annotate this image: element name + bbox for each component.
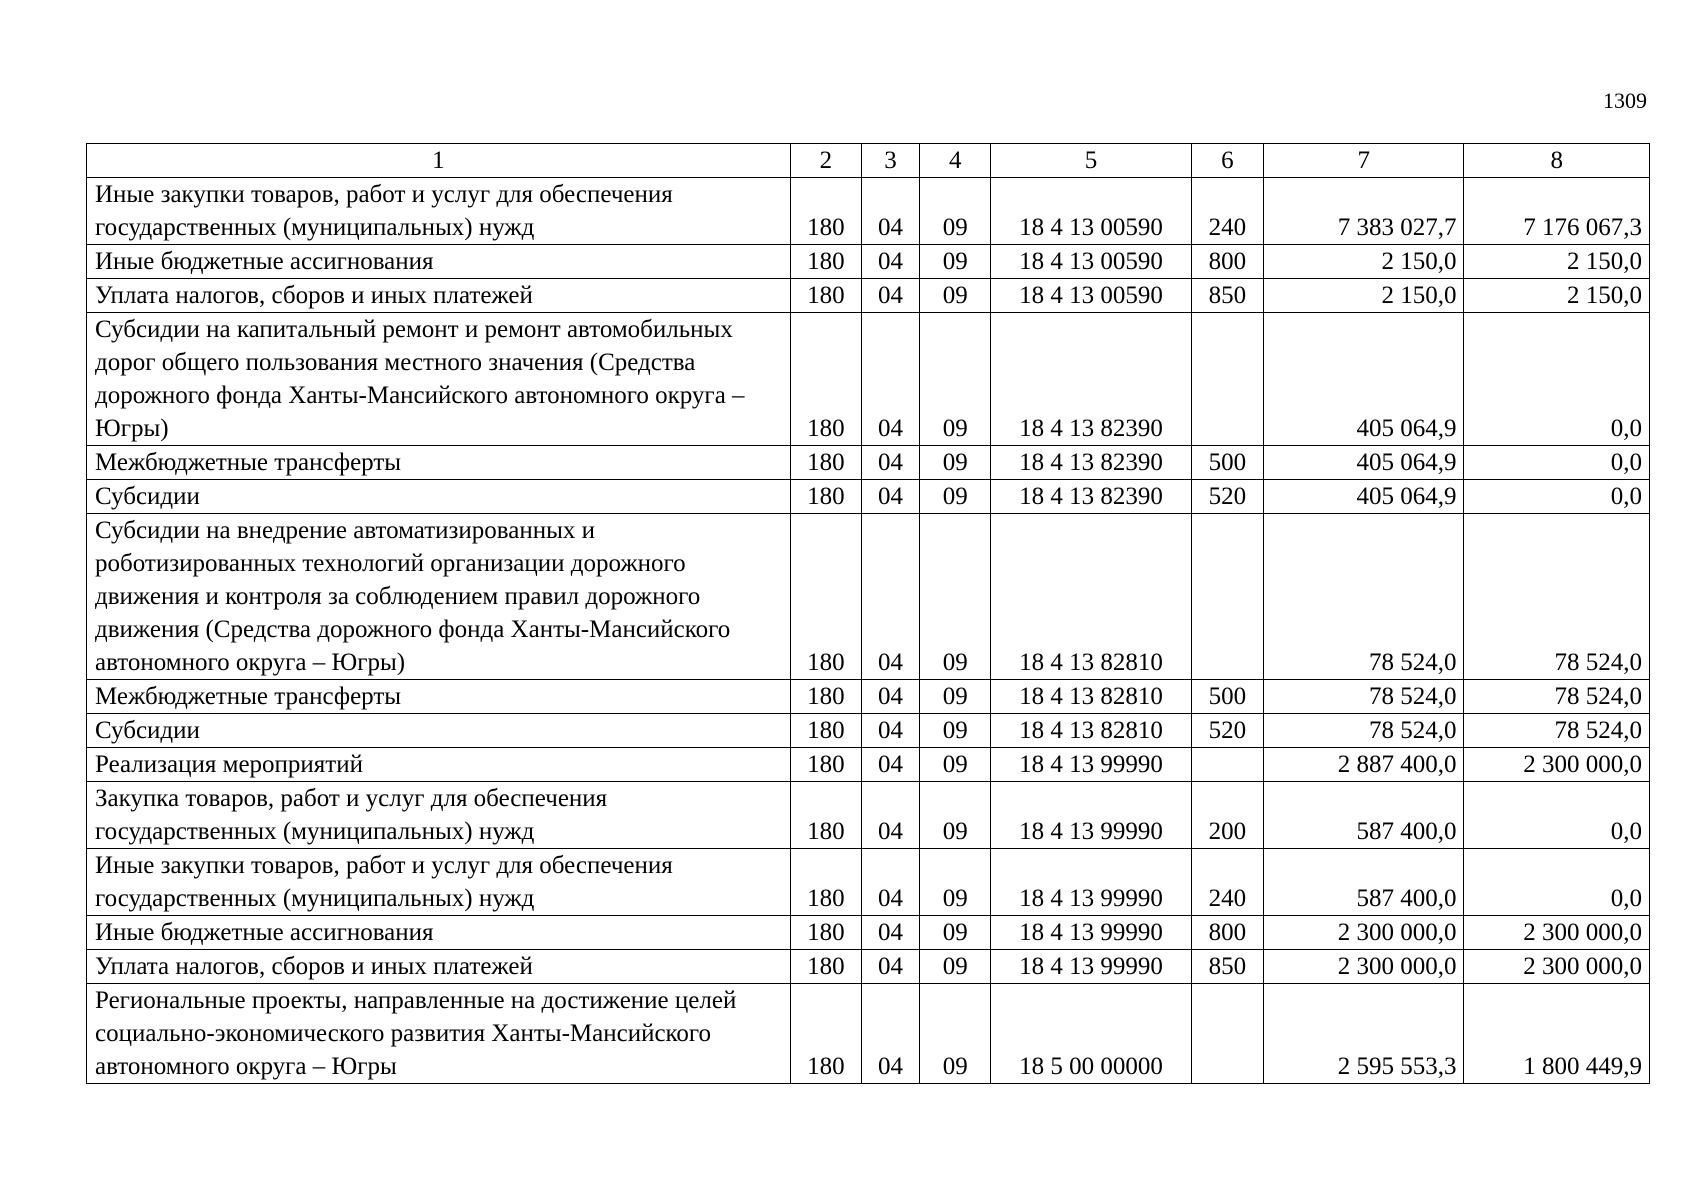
amount-col8-cell: 0,0 bbox=[1464, 782, 1650, 849]
amount-col7-cell: 405 064,9 bbox=[1263, 480, 1464, 514]
table-row bbox=[87, 984, 1650, 1084]
expense-type-cell: 850 bbox=[1191, 950, 1263, 984]
target-article-cell: 18 4 13 99990 bbox=[991, 950, 1192, 984]
amount-col7-cell: 2 887 400,0 bbox=[1263, 748, 1464, 782]
header-cell-2: 2 bbox=[790, 144, 861, 178]
amount-col8-cell: 2 150,0 bbox=[1464, 279, 1650, 313]
subsection-code-cell: 09 bbox=[920, 782, 991, 849]
section-code-cell: 04 bbox=[861, 480, 919, 514]
section-code-cell: 04 bbox=[861, 178, 919, 245]
target-article-cell: 18 4 13 99990 bbox=[991, 849, 1192, 916]
expense-type-cell bbox=[1191, 313, 1263, 446]
amount-col8-cell: 2 300 000,0 bbox=[1464, 748, 1650, 782]
admin-code-cell: 180 bbox=[790, 279, 861, 313]
subsection-code-cell: 09 bbox=[920, 680, 991, 714]
page-number: 1309 bbox=[1603, 88, 1647, 113]
subsection-code-cell: 09 bbox=[920, 480, 991, 514]
subsection-code-cell: 09 bbox=[920, 714, 991, 748]
section-code-cell: 04 bbox=[861, 916, 919, 950]
header-cell-6: 6 bbox=[1191, 144, 1263, 178]
target-article-cell: 18 4 13 00590 bbox=[991, 178, 1192, 245]
table-row bbox=[87, 950, 1650, 984]
row-name-cell: Уплата налогов, сборов и иных платежей bbox=[87, 279, 791, 313]
row-name-cell: Межбюджетные трансферты bbox=[87, 680, 791, 714]
amount-col8-cell: 0,0 bbox=[1464, 446, 1650, 480]
section-code-cell: 04 bbox=[861, 782, 919, 849]
header-cell-7: 7 bbox=[1263, 144, 1464, 178]
expense-type-cell bbox=[1191, 748, 1263, 782]
expense-type-cell bbox=[1191, 984, 1263, 1084]
table-row bbox=[87, 680, 1650, 714]
amount-col7-cell: 2 300 000,0 bbox=[1263, 916, 1464, 950]
subsection-code-cell: 09 bbox=[920, 849, 991, 916]
section-code-cell: 04 bbox=[861, 279, 919, 313]
amount-col8-cell: 2 300 000,0 bbox=[1464, 916, 1650, 950]
header-cell-8: 8 bbox=[1464, 144, 1650, 178]
row-name-cell: Межбюджетные трансферты bbox=[87, 446, 791, 480]
table-row bbox=[87, 714, 1650, 748]
row-name-cell: Субсидии bbox=[87, 714, 791, 748]
amount-col8-cell: 1 800 449,9 bbox=[1464, 984, 1650, 1084]
amount-col7-cell: 587 400,0 bbox=[1263, 782, 1464, 849]
target-article-cell: 18 4 13 82390 bbox=[991, 313, 1192, 446]
amount-col8-cell: 78 524,0 bbox=[1464, 514, 1650, 680]
subsection-code-cell: 09 bbox=[920, 446, 991, 480]
target-article-cell: 18 4 13 82810 bbox=[991, 680, 1192, 714]
expense-type-cell: 240 bbox=[1191, 849, 1263, 916]
subsection-code-cell: 09 bbox=[920, 245, 991, 279]
amount-col7-cell: 587 400,0 bbox=[1263, 849, 1464, 916]
expense-type-cell: 520 bbox=[1191, 714, 1263, 748]
expense-type-cell: 800 bbox=[1191, 916, 1263, 950]
admin-code-cell: 180 bbox=[790, 984, 861, 1084]
admin-code-cell: 180 bbox=[790, 245, 861, 279]
table-header-row bbox=[87, 144, 1650, 178]
amount-col7-cell: 78 524,0 bbox=[1263, 680, 1464, 714]
amount-col7-cell: 7 383 027,7 bbox=[1263, 178, 1464, 245]
amount-col7-cell: 2 150,0 bbox=[1263, 279, 1464, 313]
target-article-cell: 18 4 13 82810 bbox=[991, 714, 1192, 748]
target-article-cell: 18 4 13 82810 bbox=[991, 514, 1192, 680]
table-row bbox=[87, 245, 1650, 279]
header-cell-5: 5 bbox=[991, 144, 1192, 178]
row-name-cell: Иные бюджетные ассигнования bbox=[87, 916, 791, 950]
subsection-code-cell: 09 bbox=[920, 984, 991, 1084]
subsection-code-cell: 09 bbox=[920, 313, 991, 446]
budget-table bbox=[86, 143, 1650, 1084]
section-code-cell: 04 bbox=[861, 245, 919, 279]
header-cell-1: 1 bbox=[87, 144, 791, 178]
admin-code-cell: 180 bbox=[790, 748, 861, 782]
table-row bbox=[87, 916, 1650, 950]
table-row bbox=[87, 782, 1650, 849]
table-row bbox=[87, 313, 1650, 446]
table-row bbox=[87, 446, 1650, 480]
target-article-cell: 18 5 00 00000 bbox=[991, 984, 1192, 1084]
section-code-cell: 04 bbox=[861, 984, 919, 1084]
amount-col7-cell: 2 150,0 bbox=[1263, 245, 1464, 279]
expense-type-cell: 520 bbox=[1191, 480, 1263, 514]
target-article-cell: 18 4 13 82390 bbox=[991, 446, 1192, 480]
row-name-cell: Субсидии bbox=[87, 480, 791, 514]
amount-col7-cell: 78 524,0 bbox=[1263, 514, 1464, 680]
expense-type-cell: 850 bbox=[1191, 279, 1263, 313]
amount-col7-cell: 2 300 000,0 bbox=[1263, 950, 1464, 984]
subsection-code-cell: 09 bbox=[920, 950, 991, 984]
target-article-cell: 18 4 13 99990 bbox=[991, 782, 1192, 849]
target-article-cell: 18 4 13 82390 bbox=[991, 480, 1192, 514]
target-article-cell: 18 4 13 99990 bbox=[991, 748, 1192, 782]
target-article-cell: 18 4 13 99990 bbox=[991, 916, 1192, 950]
row-name-cell: Иные закупки товаров, работ и услуг для обеспечения государственных (муниципальных) нужд bbox=[87, 849, 791, 916]
expense-type-cell: 500 bbox=[1191, 680, 1263, 714]
amount-col8-cell: 78 524,0 bbox=[1464, 680, 1650, 714]
row-name-cell: Субсидии на капитальный ремонт и ремонт автомобильных дорог общего пользования местного значения (Средства дорожного фонда Ханты-Мансийского автономного округа – Югры) bbox=[87, 313, 791, 446]
section-code-cell: 04 bbox=[861, 680, 919, 714]
admin-code-cell: 180 bbox=[790, 313, 861, 446]
amount-col8-cell: 2 150,0 bbox=[1464, 245, 1650, 279]
amount-col8-cell: 0,0 bbox=[1464, 313, 1650, 446]
amount-col7-cell: 2 595 553,3 bbox=[1263, 984, 1464, 1084]
row-name-cell: Региональные проекты, направленные на достижение целей социально-экономического развития Ханты-Мансийского автономного округа – Югры bbox=[87, 984, 791, 1084]
admin-code-cell: 180 bbox=[790, 916, 861, 950]
admin-code-cell: 180 bbox=[790, 782, 861, 849]
header-cell-4: 4 bbox=[920, 144, 991, 178]
admin-code-cell: 180 bbox=[790, 714, 861, 748]
subsection-code-cell: 09 bbox=[920, 748, 991, 782]
row-name-cell: Субсидии на внедрение автоматизированных и роботизированных технологий организации дорожного движения и контроля за соблюдением правил дорожного движения (Средства дорожного фонда Ханты-Мансийского автономного округа – Югры) bbox=[87, 514, 791, 680]
target-article-cell: 18 4 13 00590 bbox=[991, 245, 1192, 279]
admin-code-cell: 180 bbox=[790, 849, 861, 916]
admin-code-cell: 180 bbox=[790, 680, 861, 714]
amount-col7-cell: 405 064,9 bbox=[1263, 446, 1464, 480]
target-article-cell: 18 4 13 00590 bbox=[991, 279, 1192, 313]
table-row bbox=[87, 748, 1650, 782]
expense-type-cell: 800 bbox=[1191, 245, 1263, 279]
row-name-cell: Реализация мероприятий bbox=[87, 748, 791, 782]
amount-col8-cell: 0,0 bbox=[1464, 849, 1650, 916]
admin-code-cell: 180 bbox=[790, 446, 861, 480]
section-code-cell: 04 bbox=[861, 849, 919, 916]
subsection-code-cell: 09 bbox=[920, 916, 991, 950]
expense-type-cell bbox=[1191, 514, 1263, 680]
section-code-cell: 04 bbox=[861, 446, 919, 480]
table-row bbox=[87, 849, 1650, 916]
section-code-cell: 04 bbox=[861, 748, 919, 782]
amount-col8-cell: 7 176 067,3 bbox=[1464, 178, 1650, 245]
section-code-cell: 04 bbox=[861, 714, 919, 748]
row-name-cell: Иные бюджетные ассигнования bbox=[87, 245, 791, 279]
expense-type-cell: 500 bbox=[1191, 446, 1263, 480]
table-row bbox=[87, 480, 1650, 514]
section-code-cell: 04 bbox=[861, 950, 919, 984]
expense-type-cell: 240 bbox=[1191, 178, 1263, 245]
table-row bbox=[87, 514, 1650, 680]
row-name-cell: Иные закупки товаров, работ и услуг для обеспечения государственных (муниципальных) нужд bbox=[87, 178, 791, 245]
table-row bbox=[87, 279, 1650, 313]
amount-col8-cell: 2 300 000,0 bbox=[1464, 950, 1650, 984]
admin-code-cell: 180 bbox=[790, 950, 861, 984]
subsection-code-cell: 09 bbox=[920, 514, 991, 680]
amount-col8-cell: 0,0 bbox=[1464, 480, 1650, 514]
section-code-cell: 04 bbox=[861, 514, 919, 680]
amount-col8-cell: 78 524,0 bbox=[1464, 714, 1650, 748]
subsection-code-cell: 09 bbox=[920, 279, 991, 313]
amount-col7-cell: 405 064,9 bbox=[1263, 313, 1464, 446]
admin-code-cell: 180 bbox=[790, 480, 861, 514]
row-name-cell: Закупка товаров, работ и услуг для обеспечения государственных (муниципальных) нужд bbox=[87, 782, 791, 849]
admin-code-cell: 180 bbox=[790, 514, 861, 680]
section-code-cell: 04 bbox=[861, 313, 919, 446]
admin-code-cell: 180 bbox=[790, 178, 861, 245]
amount-col7-cell: 78 524,0 bbox=[1263, 714, 1464, 748]
subsection-code-cell: 09 bbox=[920, 178, 991, 245]
header-cell-3: 3 bbox=[861, 144, 919, 178]
expense-type-cell: 200 bbox=[1191, 782, 1263, 849]
table-row bbox=[87, 178, 1650, 245]
row-name-cell: Уплата налогов, сборов и иных платежей bbox=[87, 950, 791, 984]
